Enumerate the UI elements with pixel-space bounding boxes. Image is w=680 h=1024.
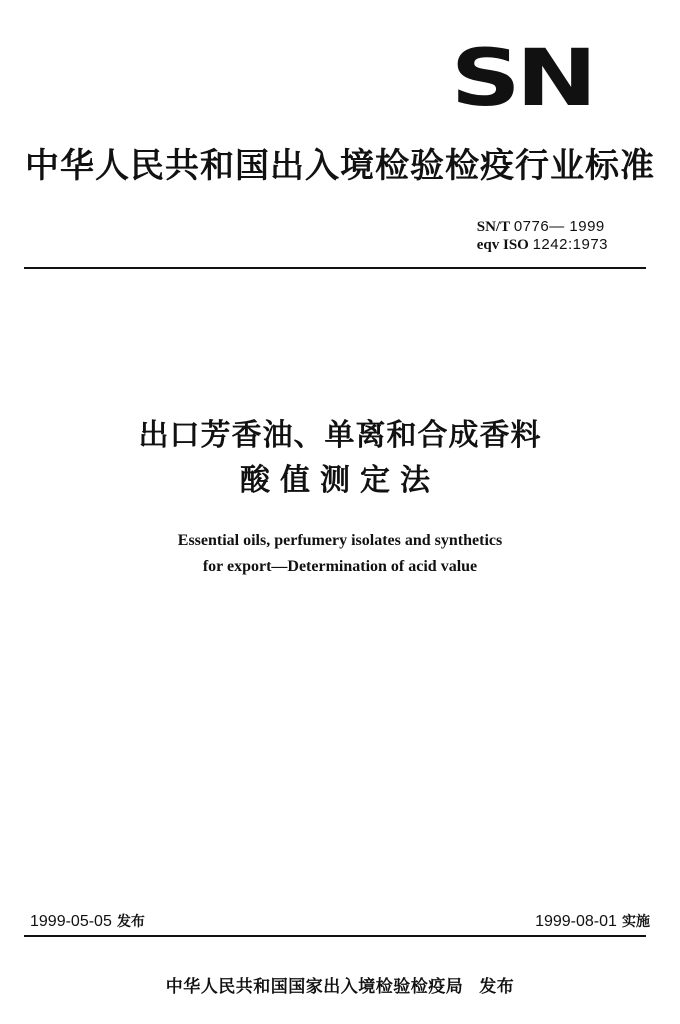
sn-logo: SN (450, 34, 592, 124)
equivalent-standard-prefix: eqv ISO (476, 237, 529, 253)
bottom-divider (24, 935, 646, 937)
org-header: 中华人民共和国出入境检验检疫行业标准 (25, 146, 655, 186)
implement-date (535, 911, 650, 932)
issue-date (30, 911, 145, 932)
publisher-action: 发布 (479, 977, 515, 997)
title-en-line1: Essential oils, perfumery isolates and synthetics (177, 532, 503, 549)
implement-date-label: 实施 (622, 914, 650, 930)
equivalent-standard-number: 1242:1973 (532, 236, 608, 253)
title-cn-line1: 出口芳香油、单离和合成香料 (138, 418, 542, 453)
title-en-line2: for export—Determination of acid value (202, 558, 478, 575)
standard-code-number: 0776— 1999 (513, 218, 605, 235)
equivalent-standard-row (477, 236, 608, 254)
standard-codes (477, 218, 608, 254)
publisher-name: 中华人民共和国国家出入境检验检疫局 (165, 977, 464, 997)
title-cn-line2: 酸值测定法 (240, 463, 440, 498)
issue-date-value: 1999-05-05 (30, 913, 112, 930)
top-divider (24, 267, 646, 269)
issue-date-label: 发布 (116, 914, 145, 930)
publisher (0, 976, 680, 998)
implement-date-value: 1999-08-01 (535, 913, 617, 930)
standard-code-row (477, 218, 608, 236)
standard-code-prefix: SN/T (476, 219, 511, 235)
